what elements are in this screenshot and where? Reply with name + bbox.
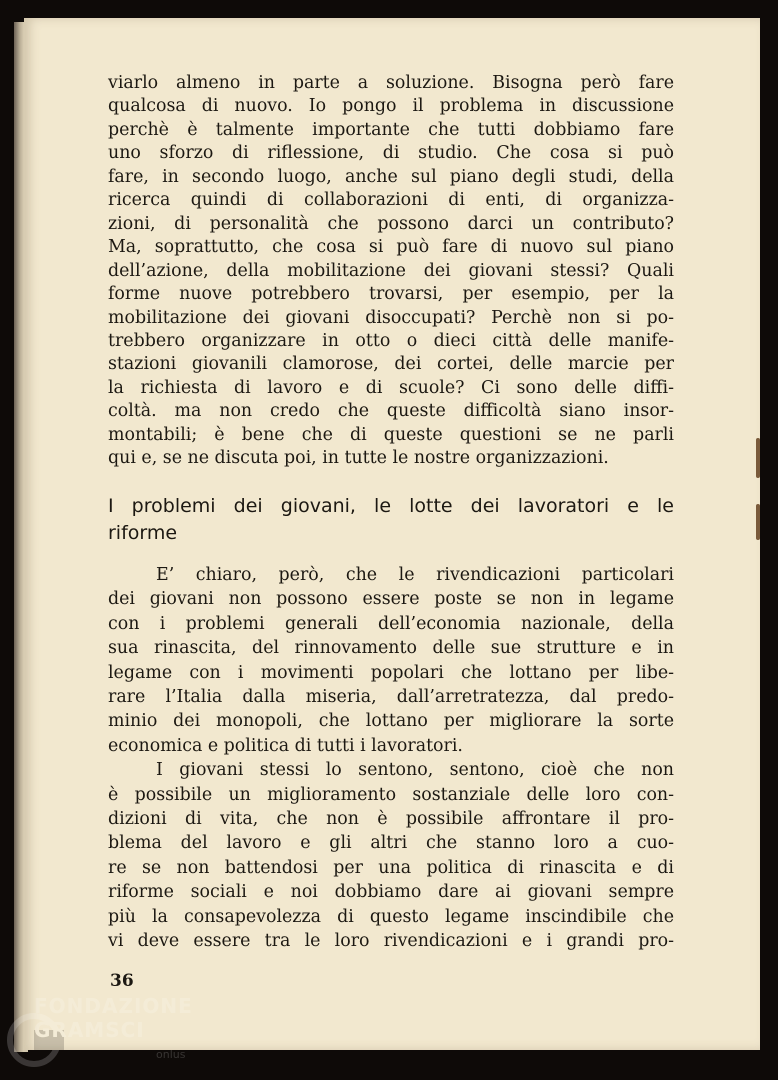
text-line: vi deve essere tra le loro rivendicazioni e i grandi pro-	[108, 931, 674, 952]
text-line: legame con i movimenti popolari che lottano per libe-	[108, 662, 674, 683]
text-line: fare, in secondo luogo, anche sul piano degli studi, della	[108, 166, 674, 187]
section-heading	[108, 493, 674, 547]
text-line: coltà. ma non credo che queste difficoltà siano insor-	[108, 401, 674, 422]
page-number: 36	[110, 971, 134, 991]
paragraph-one	[108, 72, 674, 471]
text-line: economica e politica di tutti i lavoratori.	[108, 735, 463, 756]
text-line: I giovani stessi lo sentono, sentono, cioè che non	[156, 760, 674, 781]
text-line: dizioni di vita, che non è possibile affrontare il pro-	[108, 809, 674, 830]
paper-edge-stain	[756, 504, 760, 540]
paper-edge-stain	[756, 438, 760, 478]
text-line: sua rinascita, del rinnovamento delle sue strutture e in	[108, 638, 674, 659]
text-line: E’ chiaro, però, che le rivendicazioni particolari	[156, 565, 674, 585]
text-line: ricerca quindi di collaborazioni di enti, di organizza-	[108, 190, 674, 211]
heading-line: riforme	[108, 522, 178, 544]
text-line: zioni, di personalità che possono darci un contributo?	[108, 213, 674, 234]
text-line: perchè è talmente importante che tutti dobbiamo fare	[108, 119, 674, 140]
text-line: la richiesta di lavoro e di scuole? Ci sono delle diffi-	[108, 377, 674, 398]
watermark-subtitle: onlus	[156, 1048, 186, 1061]
text-line: con i problemi generali dell’economia nazionale, della	[108, 613, 674, 634]
text-line: qui e, se ne discuta poi, in tutte le nostre organizzazioni.	[108, 448, 609, 469]
text-line: viarlo almeno in parte a soluzione. Bisogna però fare	[108, 73, 674, 93]
text-line: è possibile un miglioramento sostanziale delle loro con-	[108, 784, 674, 805]
text-line: mobilitazione dei giovani disoccupati? Perchè non si po-	[108, 307, 674, 328]
text-line: re se non battendosi per una politica di rinascita e di	[108, 857, 674, 878]
text-line: uno sforzo di riflessione, di studio. Che cosa si può	[108, 143, 674, 164]
text-line: minio dei monopoli, che lottano per migliorare la sorte	[108, 711, 674, 732]
section-body	[108, 563, 674, 954]
text-line: blema del lavoro e gli altri che stanno loro a cuo-	[108, 833, 674, 854]
text-line: rare l’Italia dalla miseria, dall’arretratezza, dal predo-	[108, 687, 674, 708]
text-line: stazioni giovanili clamorose, dei cortei, delle marcie per	[108, 354, 674, 375]
text-line: montabili; è bene che di queste questioni se ne parli	[108, 424, 674, 445]
heading-line: I problemi dei giovani, le lotte dei lavoratori e le	[108, 495, 674, 517]
text-line: forme nuove potrebbero trovarsi, per esempio, per la	[108, 284, 674, 305]
text-line: dei giovani non possono essere poste se non in legame	[108, 589, 674, 610]
text-line: Ma, soprattutto, che cosa si può fare di nuovo sul piano	[108, 237, 674, 258]
text-line: qualcosa di nuovo. Io pongo il problema in discussione	[108, 96, 674, 117]
text-line: trebbero organizzare in otto o dieci città delle manife-	[108, 330, 674, 351]
text-line: più la consapevolezza di questo legame inscindibile che	[108, 906, 674, 927]
text-line: riforme sociali e noi dobbiamo dare ai giovani sempre	[108, 882, 674, 903]
text-line: dell’azione, della mobilitazione dei giovani stessi? Quali	[108, 260, 674, 281]
